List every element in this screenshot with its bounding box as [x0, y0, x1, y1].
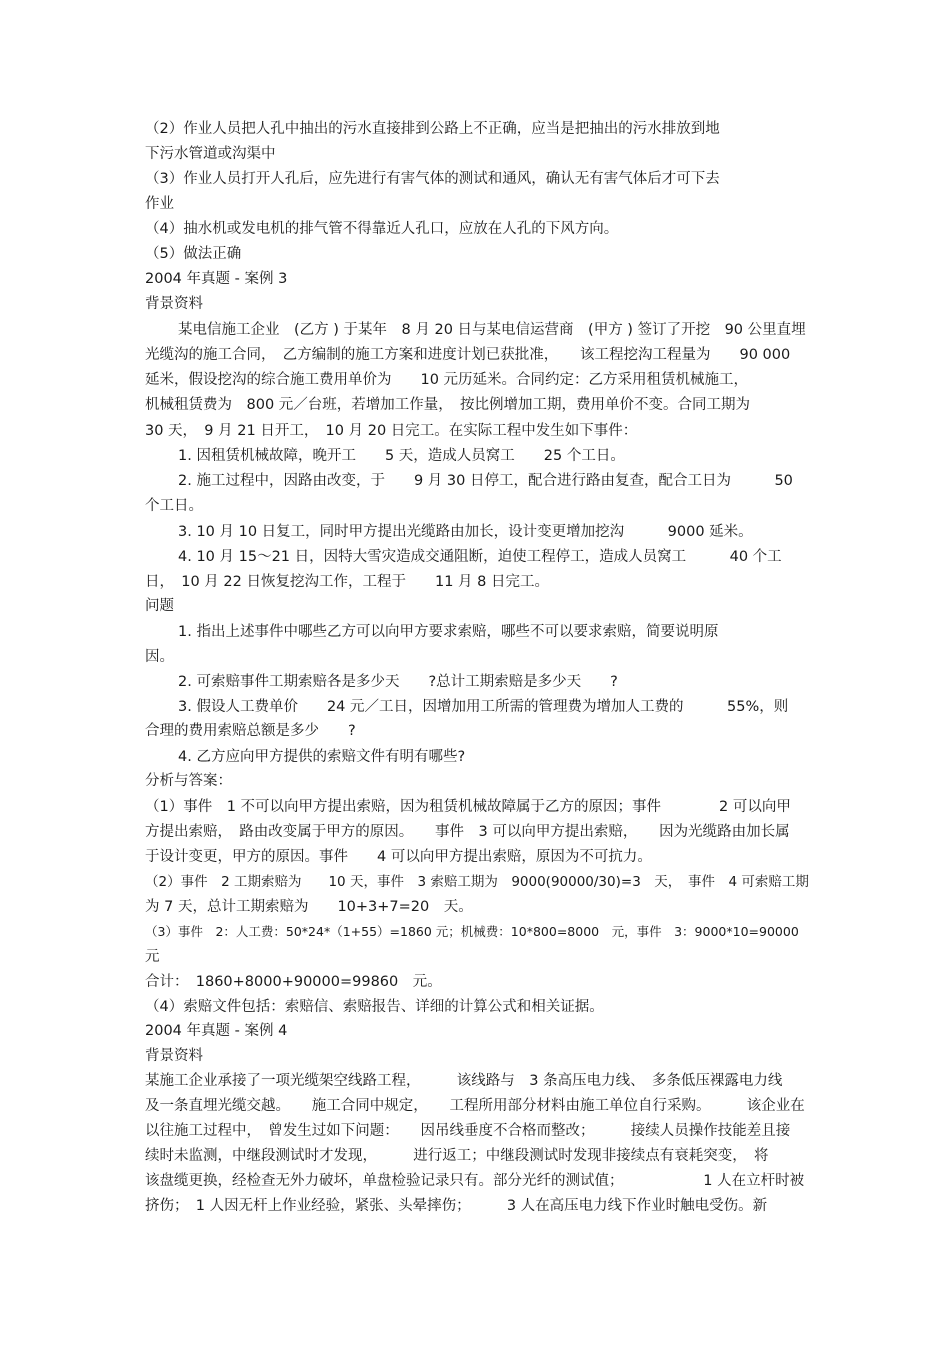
section-heading: 2004 年真题 - 案例 4	[145, 1023, 288, 1039]
text-line: 某电信施工企业 (乙方 ) 于某年 8 月 20 日与某电信运营商 (甲方 ) 签订了开挖 90 公里直埋	[178, 322, 806, 338]
text-line: （3）作业人员打开人孔后，应先进行有害气体的测试和通风，确认无有害气体后才可下去	[145, 171, 720, 187]
text-line: （2）作业人员把人孔中抽出的污水直接排到公路上不正确，应当是把抽出的污水排放到地	[145, 121, 720, 137]
text-line: 某施工企业承接了一项光缆架空线路工程， 该线路与 3 条高压电力线、 多条低压裸露电力线	[145, 1073, 783, 1089]
list-item: 2. 可索赔事件工期索赔各是多少天 ?总计工期索赔是多少天 ?	[178, 674, 618, 690]
text-line: 及一条直埋光缆交越。 施工合同中规定， 工程所用部分材料由施工单位自行采购。 该企业在	[145, 1098, 805, 1114]
text-line: 30 天， 9 月 21 日开工， 10 月 20 日完工。在实际工程中发生如下事件：	[145, 423, 638, 439]
text-line: （4）抽水机或发电机的排气管不得靠近人孔口，应放在人孔的下风方向。	[145, 221, 619, 237]
text-line: 挤伤； 1 人因无杆上作业经验，紧张、头晕摔伤； 3 人在高压电力线下作业时触电受伤。新	[145, 1198, 768, 1214]
text-line: 续时未监测，中继段测试时才发现， 进行返工；中继段测试时发现非接续点有衰耗突变， 将	[145, 1148, 769, 1164]
text-line: 下污水管道或沟渠中	[145, 146, 276, 162]
list-item: 1. 指出上述事件中哪些乙方可以向甲方要求索赔，哪些不可以要求索赔，简要说明原	[178, 624, 719, 640]
list-item: 4. 10 月 15～21 日，因特大雪灾造成交通阻断，迫使工程停工，造成人员窝工 40 个工	[178, 549, 782, 565]
text-line: 方提出索赔， 路由改变属于甲方的原因。 事件 3 可以向甲方提出索赔， 因为光缆路由加长属	[145, 824, 790, 840]
subsection-heading: 问题	[145, 598, 174, 614]
text-line: （4）索赔文件包括：索赔信、索赔报告、详细的计算公式和相关证据。	[145, 999, 604, 1015]
subsection-heading: 背景资料	[145, 296, 203, 312]
text-line: 因。	[145, 649, 174, 665]
text-line: 作业	[145, 196, 174, 212]
subsection-heading: 背景资料	[145, 1048, 203, 1064]
text-line: 该盘缆更换，经检查无外力破坏，单盘检验记录只有。部分光纤的测试值； 1 人在立杆时被	[145, 1173, 805, 1189]
list-item: 3. 假设人工费单价 24 元／工日，因增加用工所需的管理费为增加人工费的 55%，则	[178, 699, 789, 715]
subsection-heading: 分析与答案：	[145, 773, 232, 789]
section-heading: 2004 年真题 - 案例 3	[145, 271, 288, 287]
list-item: 1. 因租赁机械故障，晚开工 5 天，造成人员窝工 25 个工日。	[178, 448, 625, 464]
text-line: 元	[145, 949, 160, 965]
text-line: （3）事件 2：人工费：50*24*（1+55）=1860 元；机械费：10*800=8000 元，事件 3：9000*10=90000	[145, 924, 799, 939]
text-line: （2）事件 2 工期索赔为 10 天，事件 3 索赔工期为 9000(90000/30)=3 天， 事件 4 可索赔工期	[145, 874, 809, 890]
text-line: （1）事件 1 不可以向甲方提出索赔，因为租赁机械故障属于乙方的原因；事件 2 可以向甲	[145, 799, 791, 815]
text-line: 合理的费用索赔总额是多少 ?	[145, 723, 356, 739]
text-line: 日， 10 月 22 日恢复挖沟工作，工程于 11 月 8 日完工。	[145, 574, 549, 590]
text-line: （5）做法正确	[145, 246, 242, 262]
text-line: 以往施工过程中， 曾发生过如下问题： 因吊线垂度不合格而整改； 接续人员操作技能差且接	[145, 1123, 791, 1139]
list-item: 4. 乙方应向甲方提供的索赔文件有明有哪些?	[178, 749, 466, 765]
text-line: 为 7 天，总计工期索赔为 10+3+7=20 天。	[145, 899, 473, 915]
text-line: 延米，假设挖沟的综合施工费用单价为 10 元历延米。合同约定：乙方采用租赁机械施工，	[145, 372, 749, 388]
text-line: 合计： 1860+8000+90000=99860 元。	[145, 974, 442, 990]
list-item: 3. 10 月 10 日复工，同时甲方提出光缆路由加长，设计变更增加挖沟 9000 延米。	[178, 524, 753, 540]
text-line: 光缆沟的施工合同， 乙方编制的施工方案和进度计划已获批准， 该工程挖沟工程量为 90 000	[145, 347, 791, 363]
text-line: 于设计变更，甲方的原因。事件 4 可以向甲方提出索赔，原因为不可抗力。	[145, 849, 652, 865]
text-line: 机械租赁费为 800 元／台班，若增加工作量， 按比例增加工期，费用单价不变。合同工期为	[145, 397, 751, 413]
list-item: 2. 施工过程中，因路由改变，于 9 月 30 日停工，配合进行路由复查，配合工日为 50	[178, 473, 793, 489]
text-line: 个工日。	[145, 498, 203, 514]
